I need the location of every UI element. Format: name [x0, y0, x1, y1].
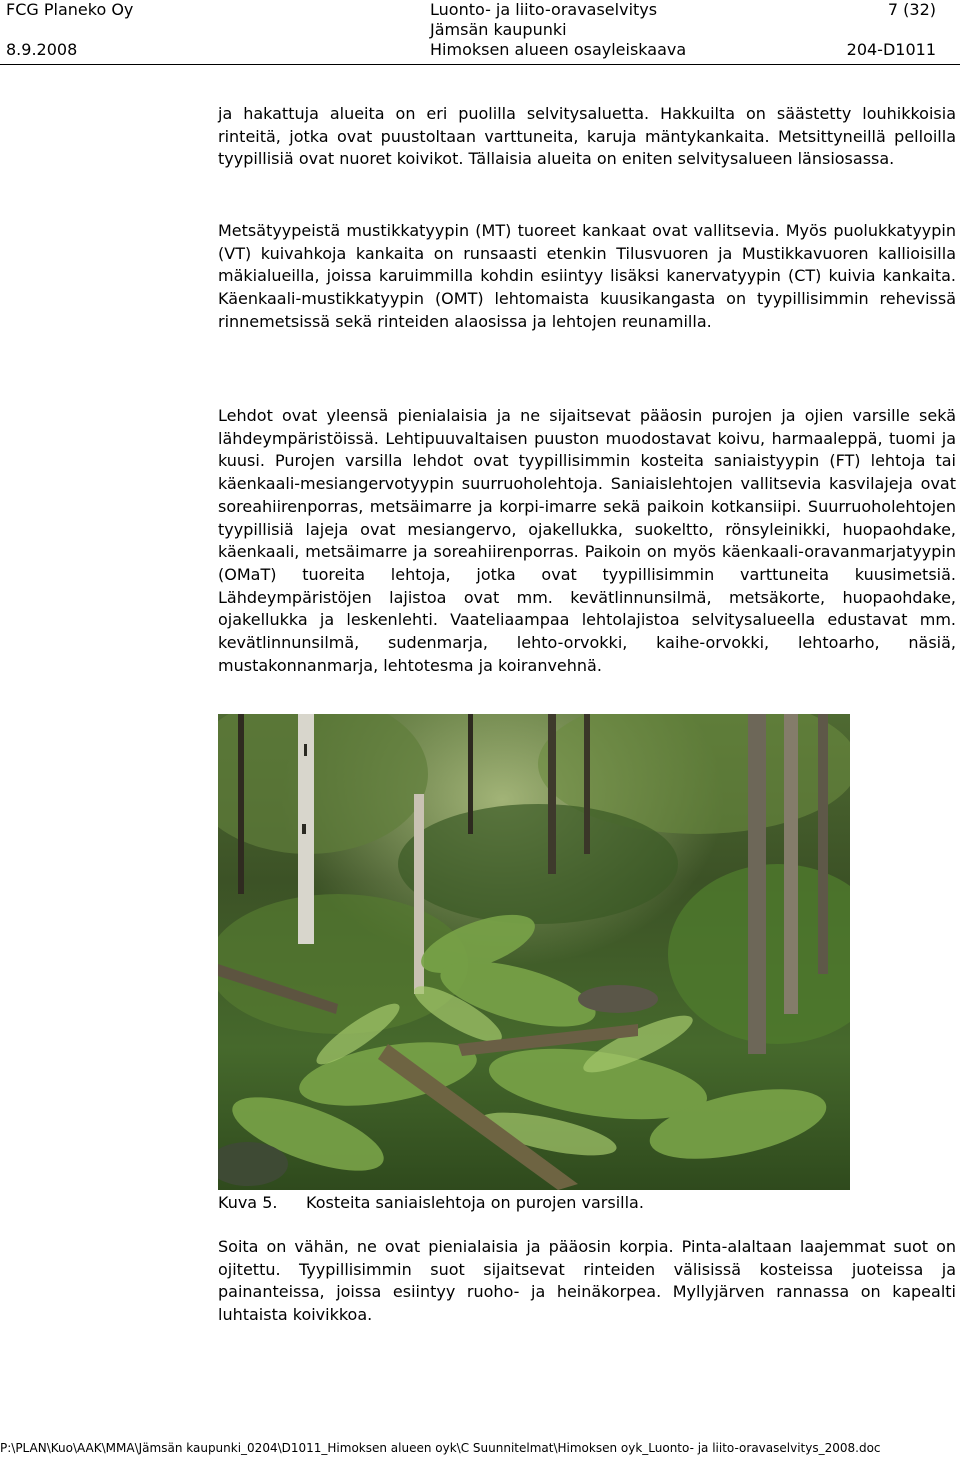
figure-caption	[218, 1192, 644, 1214]
paragraph-groves: Lehdot ovat yleensä pienialaisia ja ne sijaitsevat pääosin purojen ja ojien varsille sekä lähdeympäristöissä. Lehtipuuvaltaisen puuston muodostavat koivu, harmaaleppä, tuomi ja kuusi. Purojen varsilla lehdot ovat tyypillisimmin kosteita saniaistyypin (FT) lehtoja tai käenkaali-mesiangervotyypin suurruoholehtoja. Saniaislehtojen vallitsevia kasvilajeja ovat soreahiirenporras, metsäimarre ja korpi-imarre sekä paikoin kotkansiipi. Suurruoholehtojen tyypillisiä lajeja ovat mesiangervo, ojakellukka, suokeltto, rönsyleinikki, huopaohdake, käenkaali, metsäimarre ja soreahiirenporras. Paikoin on myös käenkaali-oravanmarjatyypin (OMaT) tuoreita lehtoja, jotka ovat tyypillisimmin varttuneita kuusimetsiä. Lähdeympäristöjen lajistoa ovat mm. kevätlinnunsilmä, metsäkorte, huopaohdake, ojakellukka ja leskenlehti. Vaateliaampaa lehtolajistoa selvitysalueella edustavat mm. kevätlinnunsilmä, sudenmarja, lehto-orvokki, kaihe-orvokki, lehtoarho, näsiä, mustakonnanmarja, lehtotesma ja koiranvehnä.	[218, 406, 956, 675]
header-divider	[0, 64, 960, 65]
document-title: Luonto- ja liito-oravaselvitys	[430, 0, 658, 19]
document-code: 204-D1011	[846, 40, 936, 59]
paragraph-logged-areas: ja hakattuja alueita on eri puolilla selvitysaluetta. Hakkuilta on säästetty louhikkoisia rinteitä, jotka ovat puustoltaan varttuneita, karuja mäntykankaita. Metsittyneillä pelloilla tyypillisiä ovat nuoret koivikot. Tällaisia alueita on eniten selvitysalueen länsiosassa.	[218, 104, 956, 169]
paragraph-forest-types: Metsätyypeistä mustikkatyypin (MT) tuoreet kankaat ovat vallitsevia. Myös puolukkatyypin (VT) kuivahkoja kankaita on runsaasti etenkin Tilusvuoren ja Mustikkavuoren kallioisilla mäkialueilla, joissa karuimmilla kohdin esiintyy lisäksi kanervatyypin (CT) kuivia kankaita. Käenkaali-mustikkatyypin (OMT) lehtomaista kuusikangasta on tyypillisimmin rehevissä rinnemetsissä sekä rinteiden alaosissa ja lehtojen reunamilla.	[218, 221, 956, 331]
figure-caption-text: Kosteita saniaislehtoja on purojen varsilla.	[306, 1193, 644, 1212]
paragraph-mires: Soita on vähän, ne ovat pienialaisia ja pääosin korpia. Pinta-alaltaan laajemmat suot on ojitettu. Tyypillisimmin suot sijaitsevat rinteiden välisissä kosteissa juoteissa ja painanteissa, joissa esiintyy ruoho- ja heinäkorpea. Myllyjärven rannassa on kapealti luhtaista koivikkoa.	[218, 1237, 956, 1325]
file-path-footer: P:\PLAN\Kuo\AAK\MMA\Jämsän kaupunki_0204\D1011_Himoksen alueen oyk\C Suunnitelmat\Himoksen oyk_Luonto- ja liito-oravaselvitys_2008.doc	[0, 1441, 881, 1455]
page-number: 7 (32)	[887, 0, 936, 19]
company-name: FCG Planeko Oy	[6, 0, 134, 19]
forest-photo	[218, 714, 850, 1190]
plan-name: Himoksen alueen osayleiskaava	[430, 40, 687, 59]
page-header	[0, 0, 960, 66]
municipality-name: Jämsän kaupunki	[430, 20, 567, 39]
document-date: 8.9.2008	[6, 40, 78, 59]
figure-number: Kuva 5.	[218, 1193, 278, 1212]
